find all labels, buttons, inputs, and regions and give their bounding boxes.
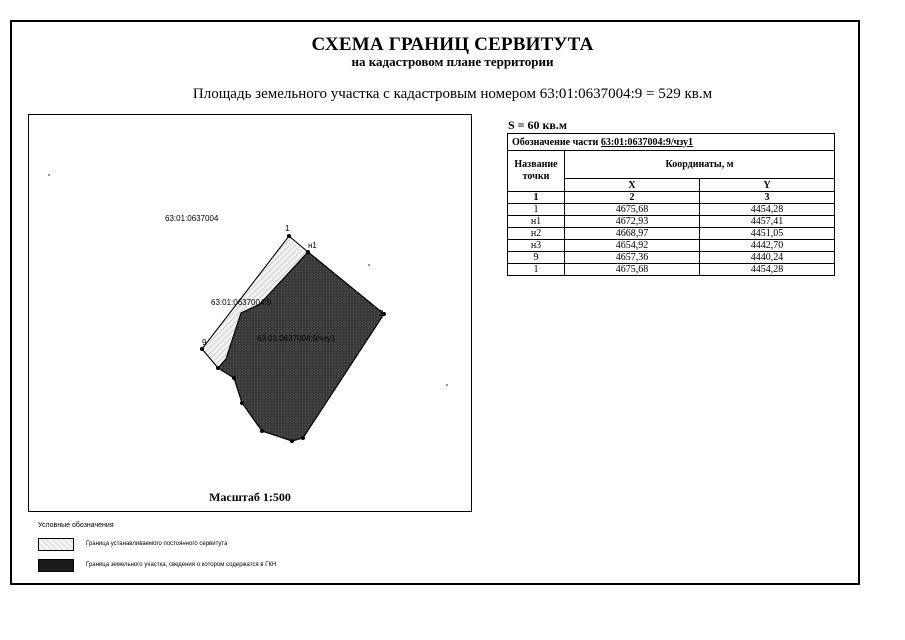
point-label: 9 [202,338,207,347]
legend-item-servitude: Граница устанавливаемого постоянного сервитута [86,541,228,547]
legend-item-parcel: Граница земельного участка, сведения о котором содержатся в ГКН [86,562,277,568]
map-dot [368,264,369,265]
vertex-marker [260,429,264,433]
x-value: 4657,36 [565,252,700,264]
y-value: 4454,28 [699,204,834,216]
table-row [508,216,835,228]
point-label: 2 [379,309,384,318]
column-number: 2 [565,192,700,204]
x-value: 4675,68 [565,204,700,216]
x-header: X [565,179,700,192]
document-subtitle: на кадастровом плане территории [351,54,554,69]
servitude-label: 63:01:0637004:9/чзу1 [257,334,336,343]
point-name: 9 [508,252,565,264]
x-value: 4668,97 [565,228,700,240]
y-value: 4454,28 [699,264,834,276]
part-designation [508,134,835,151]
point-name: 1 [508,264,565,276]
vertex-marker [232,376,236,380]
x-value: 4654,92 [565,240,700,252]
y-value: 4442,70 [699,240,834,252]
map-frame [28,114,472,512]
column-number: 1 [508,192,565,204]
part-number: 63:01:0637004:9/чзу1 [600,136,694,148]
vertex-marker [290,439,294,443]
vertex-marker [200,347,204,351]
legend-swatch-parcel [38,559,74,572]
coordinates-header: Координаты, м [565,151,835,179]
y-value: 4457,41 [699,216,834,228]
table-row [508,240,835,252]
legend-swatch-servitude [38,538,74,551]
point-name-header: Название точки [508,151,565,192]
map-dot [446,384,447,385]
point-name: н1 [508,216,565,228]
vertex-marker [287,234,291,238]
point-name: н3 [508,240,565,252]
part-prefix: Обозначение части [512,136,601,148]
cadastral-map [29,115,473,513]
map-dot [48,174,49,175]
x-value: 4672,93 [565,216,700,228]
servitude-area: S = 60 кв.м [508,118,568,132]
coordinates-table [507,133,835,276]
point-label: н1 [308,241,317,250]
map-scale: Масштаб 1:500 [209,490,291,504]
point-name: 1 [508,204,565,216]
y-value: 4451,05 [699,228,834,240]
parcel-area-line: Площадь земельного участка с кадастровым номером 63:01:0637004:9 = 529 кв.м [192,86,713,102]
document-title: СХЕМА ГРАНИЦ СЕРВИТУТА [311,34,594,55]
table-row [508,228,835,240]
table-row [508,264,835,276]
table-row [508,252,835,264]
column-number: 3 [699,192,834,204]
point-name: н2 [508,228,565,240]
land-parcel [218,252,384,441]
vertex-marker [240,401,244,405]
vertex-marker [301,436,305,440]
quarter-label: 63:01:0637004 [165,214,219,223]
y-value: 4440,24 [699,252,834,264]
parcel-label: 63:01:0637004:9 [211,298,272,307]
table-row [508,204,835,216]
point-label: 1 [285,224,290,233]
x-value: 4675,68 [565,264,700,276]
y-header: Y [699,179,834,192]
legend-title: Условные обозначения [38,522,114,529]
vertex-marker [306,250,310,254]
vertex-marker [216,366,220,370]
